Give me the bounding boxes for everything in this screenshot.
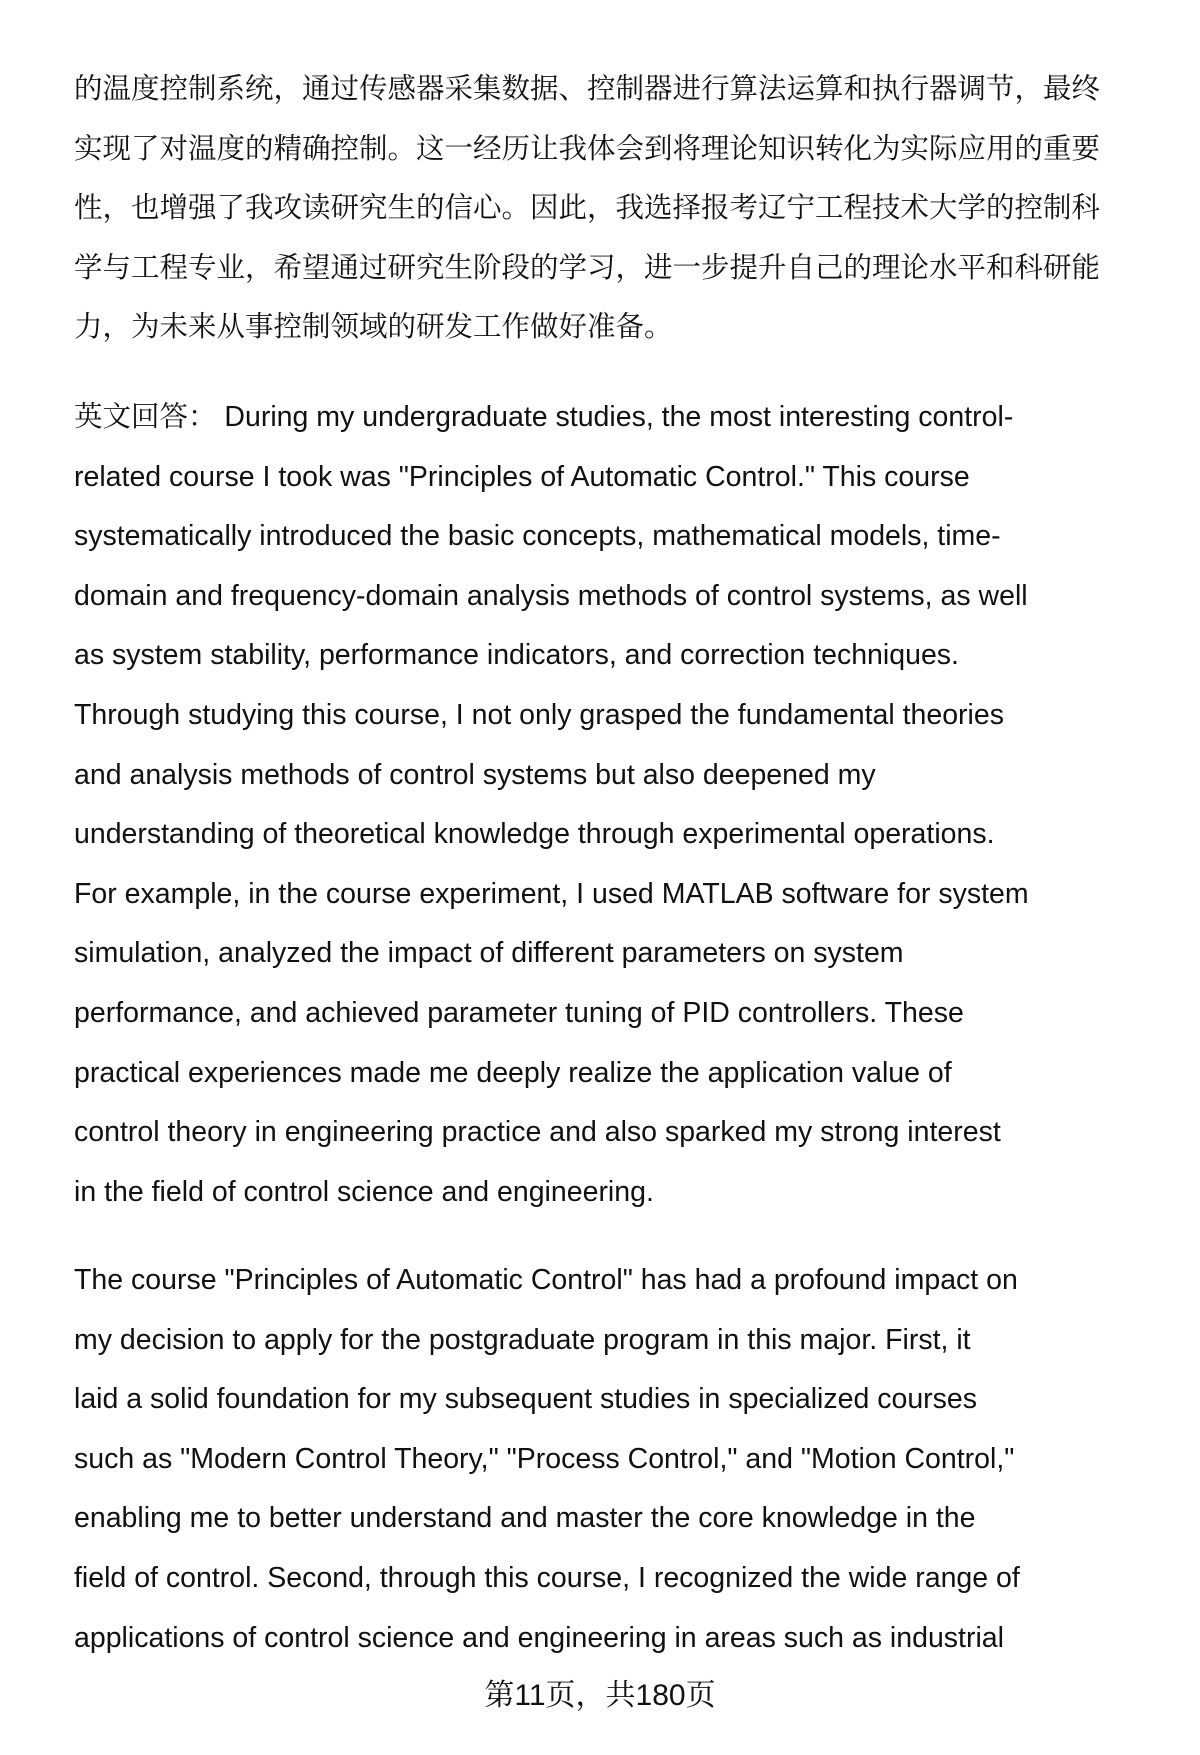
text-line: enabling me to better understand and master the core knowledge in the <box>74 1502 976 1535</box>
text-line: 的温度控制系统，通过传感器采集数据、控制器进行算法运算和执行器调节，最终 <box>74 73 1101 105</box>
text-line: The course "Principles of Automatic Control" has had a profound impact on <box>74 1264 1018 1296</box>
text-line: such as "Modern Control Theory," "Process Control," and "Motion Control," <box>74 1442 1015 1475</box>
text-line: 力，为未来从事控制领域的研发工作做好准备。 <box>74 311 673 344</box>
page-number: 第11页，共180页 <box>484 1679 716 1712</box>
text-line: domain and frequency-domain analysis methods of control systems, as well <box>74 579 1028 612</box>
text-line: Through studying this course, I not only grasped the fundamental theories <box>74 698 1004 731</box>
text-line: laid a solid foundation for my subsequent studies in specialized courses <box>74 1383 978 1416</box>
text-line: For example, in the course experiment, I used MATLAB software for system <box>74 877 1029 910</box>
text-line: 性，也增强了我攻读研究生的信心。因此，我选择报考辽宁工程技术大学的控制科 <box>74 192 1101 225</box>
text-line: understanding of theoretical knowledge through experimental operations. <box>74 818 995 851</box>
text-line: practical experiences made me deeply realize the application value of <box>74 1056 952 1089</box>
text-line: in the field of control science and engineering. <box>74 1175 654 1208</box>
text-line: as system stability, performance indicators, and correction techniques. <box>74 639 959 672</box>
text-line: related course I took was "Principles of Automatic Control." This course <box>74 460 970 493</box>
english-continuation-paragraph <box>74 1251 1154 1668</box>
text-line: field of control. Second, through this course, I recognized the wide range of <box>74 1561 1020 1594</box>
text-line: 英文回答： During my undergraduate studies, the most interesting control- <box>74 401 1014 433</box>
text-line: 学与工程专业，希望通过研究生阶段的学习，进一步提升自己的理论水平和科研能 <box>74 251 1101 284</box>
text-line: simulation, analyzed the impact of different parameters on system <box>74 937 904 970</box>
chinese-answer-paragraph <box>74 60 1154 358</box>
text-line: 实现了对温度的精确控制。这一经历让我体会到将理论知识转化为实际应用的重要 <box>74 132 1101 165</box>
text-line: systematically introduced the basic concepts, mathematical models, time- <box>74 520 1001 553</box>
text-line: applications of control science and engineering in areas such as industrial <box>74 1621 1004 1654</box>
text-line: control theory in engineering practice and also sparked my strong interest <box>74 1116 1001 1149</box>
text-line: my decision to apply for the postgraduate program in this major. First, it <box>74 1323 971 1356</box>
text-line: and analysis methods of control systems but also deepened my <box>74 758 876 791</box>
english-answer-paragraph <box>74 388 1154 1222</box>
text-line: performance, and achieved parameter tuning of PID controllers. These <box>74 996 964 1029</box>
